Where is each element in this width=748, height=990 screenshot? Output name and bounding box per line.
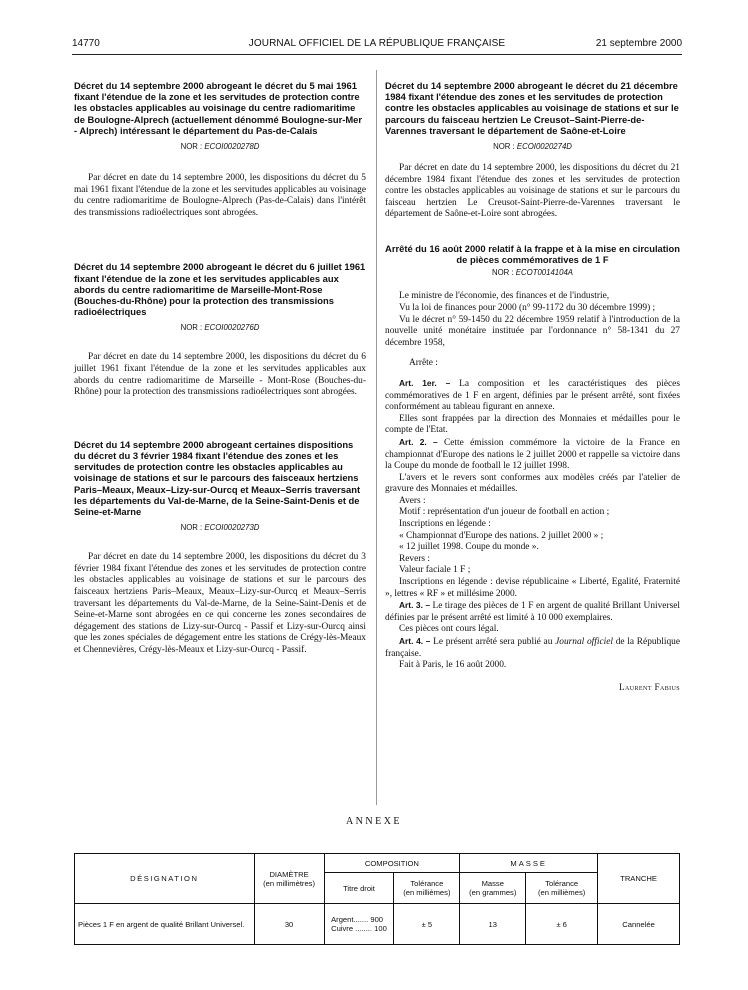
header-masse-grammes (460, 873, 526, 904)
cuivre-value: Cuivre ........ 100 (331, 924, 387, 933)
inscription-line-2: « 12 juillet 1998. Coupe du monde ». (399, 542, 539, 553)
decree-title: Décret du 14 septembre 2000 abrogeant le décret du 5 mai 1961 fixant l'étendue de la zone et les servitudes de protection contre les obstacles applicables au voisinage du centre radiomaritime de Boulogne-Alprech (actuellement dénommé Boulogne-sur-Mer - Alprech) intéressant le département du Pas-de-Calais (74, 80, 363, 136)
nor-reference (74, 142, 366, 151)
signature: Laurent Fabius (619, 681, 680, 692)
revers-inscriptions: Inscriptions en légende : devise républicaine « Liberté, Egalité, Fraternité », lettres « RF » et millésime 2000. (385, 577, 680, 599)
nor-code: ECOI0020276D (204, 323, 260, 333)
header-tolerance-1 (394, 873, 460, 904)
article-1 (385, 378, 680, 414)
article-text: La composition et les caractéristiques des pièces commémoratives de 1 F en argent, définies par le présent arrêté, sont fixées conformément au tableau figurant en annexe. (385, 378, 680, 413)
arrete-word: Arrête : (409, 358, 438, 369)
avers-motif: Motif : représentation d'un joueur de football en action ; (399, 507, 610, 518)
article-2 (385, 437, 680, 473)
nor-label: NOR : (491, 268, 516, 278)
nor-label: NOR : (180, 323, 205, 333)
cell-masse: 13 (460, 904, 526, 945)
article-label: Art. 3. – (399, 600, 431, 611)
header-tolerance-2-label: Tolérance (545, 879, 579, 888)
table-row (75, 904, 680, 945)
journal-title: JOURNAL OFFICIEL DE LA RÉPUBLIQUE FRANÇAISE (248, 38, 506, 49)
nor-reference (74, 523, 366, 532)
nor-reference (74, 323, 366, 332)
cell-diametre: 30 (254, 904, 324, 945)
page-number: 14770 (72, 38, 100, 49)
decree-paris-meaux (74, 439, 366, 657)
header-diametre-label: DIAMÈTRE (269, 869, 309, 879)
argent-value: Argent....... 900 (331, 915, 384, 924)
cell-titre-droit (324, 904, 394, 945)
avers-inscriptions: Inscriptions en légende : (399, 519, 491, 530)
left-column (74, 80, 366, 657)
article-text-b: de la République française. (385, 637, 680, 659)
header-titre-droit: Titre droit (324, 873, 394, 904)
page-header (72, 38, 682, 52)
revers-valeur: Valeur faciale 1 F ; (399, 565, 471, 576)
decree-body (385, 163, 680, 221)
nor-code: ECOI0020273D (204, 523, 260, 533)
article-3 (385, 600, 680, 624)
article-text: Cette émission commémore la victoire de la France en championnat d'Europe des nations le 2 juillet 2000 et rappelle sa victoire dans la Coupe du monde de football le 12 juillet 1998. (385, 437, 680, 472)
decree-boulogne (74, 80, 366, 219)
cell-tranche: Cannelée (598, 904, 680, 945)
header-tranche: TRANCHE (598, 854, 680, 904)
nor-reference (385, 268, 680, 277)
nor-code: ECOT0014104A (515, 268, 574, 278)
decree-paragraph: Par décret en date du 14 septembre 2000, les dispositions du décret du 21 décembre 1984 fixant l'étendue des zones et les servitudes de protection contre les obstacles applicables au voisinage de stations et sur le parcours du faisceau hertzien Le Creusot-Saint-Pierre-de-Varennes traversant le département de Saône-et-Loire sont abrogées. (385, 163, 680, 220)
decree-title: Décret du 14 septembre 2000 abrogeant certaines dispositions du décret du 3 février 1984 fixant l'étendue des zones et les servitudes de protection contre les obstacles applicables au voisinage de stations et sur le parcours des faisceaux hertziens Paris–Meaux, Meaux–Lizy-sur-Ourcq et Meaux–Serris traversant les départements du Val-de-Marne, de la Seine-Saint-Denis et de Seine-et-Marne (74, 438, 361, 517)
article-2-paragraph: L'avers et le revers sont conformes aux modèles créés par l'atelier de gravure des Monnaies et médailles. (385, 472, 680, 495)
header-masse-sub-label: Masse (481, 879, 504, 888)
nor-label: NOR : (180, 523, 205, 533)
decree-paragraph: Par décret en date du 14 septembre 2000, les dispositions du décret du 6 juillet 1961 fixant l'étendue de la zone et les servitudes applicables aux abords du centre radiomaritime de Marseille - Mont-Rose (Bouches-du-Rhône) pour la protection des transmissions radioélectriques sont abrogées. (74, 352, 366, 398)
annexe-title: ANNEXE (345, 816, 403, 827)
nor-code: ECOI0020278D (204, 142, 260, 152)
article-text-a: Le présent arrêté sera publié au (433, 637, 556, 648)
avers-heading: Avers : (399, 495, 426, 506)
header-diametre-unit: (en millimètres) (263, 878, 316, 888)
preamble-minister: Le ministre de l'économie, des finances et de l'industrie, (399, 291, 610, 302)
decree-body (74, 352, 366, 398)
preamble-decret: Vu le décret n° 59-1450 du 22 décembre 1959 relatif à l'introduction de la nouvelle unité monétaire instituée par l'ordonnance n° 58-1341 du 27 décembre 1958, (385, 314, 680, 348)
nor-code: ECOI0020274D (516, 142, 572, 152)
decree-creusot (385, 80, 680, 221)
arrete-body (385, 291, 680, 693)
header-tolerance-1-label: Tolérance (410, 879, 444, 888)
article-4 (385, 636, 680, 660)
decree-body (74, 173, 366, 219)
nor-label: NOR : (180, 142, 205, 152)
header-tolerance-2-unit: (en millièmes) (538, 888, 586, 897)
article-label: Art. 4. – (399, 636, 431, 647)
publication-date: 21 septembre 2000 (595, 38, 682, 49)
nor-label: NOR : (493, 142, 517, 152)
right-column (385, 80, 680, 693)
journal-name: Journal officiel (555, 637, 614, 648)
decree-paragraph: Par décret en date du 14 septembre 2000, les dispositions du décret du 5 mai 1961 fixant l'étendue de la zone et les servitudes applicables au voisinage du centre radiomaritime de Boulogne-Alprech (Pas-de-Calais) dans l'intérêt des transmissions radioélectriques sont abrogées. (74, 173, 366, 218)
header-tolerance-2 (526, 873, 598, 904)
article-3-paragraph: Ces pièces ont cours légal. (399, 624, 499, 635)
revers-heading: Revers : (399, 553, 430, 564)
arrete-pieces (385, 243, 680, 693)
header-composition: COMPOSITION (324, 854, 460, 873)
cell-tolerance-2: ± 6 (526, 904, 598, 945)
header-masse: MASSE (460, 854, 598, 873)
decree-title: Décret du 14 septembre 2000 abrogeant le décret du 21 décembre 1984 fixant l'étendue des zones et les servitudes de protection contre les obstacles applicables au voisinage de stations et sur le parcours du faisceau hertzien Le Creusot–Saint-Pierre-de-Varennes traversant le département de Saône-et-Loire (385, 80, 679, 136)
cell-designation: Pièces 1 F en argent de qualité Brillant Universel. (75, 904, 255, 945)
column-divider (376, 70, 377, 805)
arrete-title: Arrêté du 16 août 2000 relatif à la frappe et à la mise en circulation de pièces commémoratives de 1 F (385, 242, 680, 266)
decree-paragraph: Par décret en date du 14 septembre 2000, les dispositions du décret du 3 février 1984 fixant l'étendue des zones et les servitudes de protection contre les obstacles applicables au voisinage de stations et sur le parcours des faisceaux hertziens Paris–Meaux, Meaux–Lizy-sur-Ourcq et Meaux–Serris traversant les départements du Val-de-Marne, de la Seine-Saint-Denis et de Seine-et-Marne sont abrogées en ce qui concerne les zones secondaires de dégagement des stations de Lizy-sur-Ourcq - Passif et Lizy-sur-Ourcq ainsi que les zones spéciales de dégagement entre les stations de Crégy-lès-Meaux et Chennevières, Crégy-lès-Meaux et Lizy-sur-Ourcq - Passif. (74, 552, 366, 655)
header-diametre (254, 854, 324, 904)
header-masse-unit: (en grammes) (469, 888, 517, 897)
article-1-paragraph: Elles sont frappées par la direction des Monnaies et médailles pour le compte de l'Etat. (385, 413, 680, 436)
article-label: Art. 2. – (399, 436, 438, 447)
preamble-loi: Vu la loi de finances pour 2000 (n° 99-1172 du 30 décembre 1999) ; (399, 302, 656, 313)
article-label: Art. 1er. – (399, 377, 451, 388)
decree-body (74, 552, 366, 656)
nor-reference (385, 142, 680, 151)
decree-title: Décret du 14 septembre 2000 abrogeant le décret du 6 juillet 1961 fixant l'étendue de la zone et les servitudes applicables aux abords du centre radiomaritime de Marseille-Mont-Rose (Bouches-du-Rhône) pour la protection des transmissions radioélectriques (74, 261, 366, 318)
metal-values (331, 915, 387, 933)
header-rule (72, 54, 682, 55)
fait-a-paris: Fait à Paris, le 16 août 2000. (399, 660, 507, 671)
inscription-line-1: « Championnat d'Europe des nations. 2 juillet 2000 » ; (399, 530, 604, 541)
header-designation: DÉSIGNATION (75, 854, 255, 904)
annexe-table (74, 853, 680, 945)
cell-tolerance-1: ± 5 (394, 904, 460, 945)
decree-marseille (74, 261, 366, 398)
table-header-row (75, 854, 680, 873)
header-tolerance-1-unit: (en millièmes) (403, 888, 451, 897)
article-text: Le tirage des pièces de 1 F en argent de qualité Brillant Universel définies par le présent arrêté est limité à 10 000 exemplaires. (385, 601, 680, 623)
